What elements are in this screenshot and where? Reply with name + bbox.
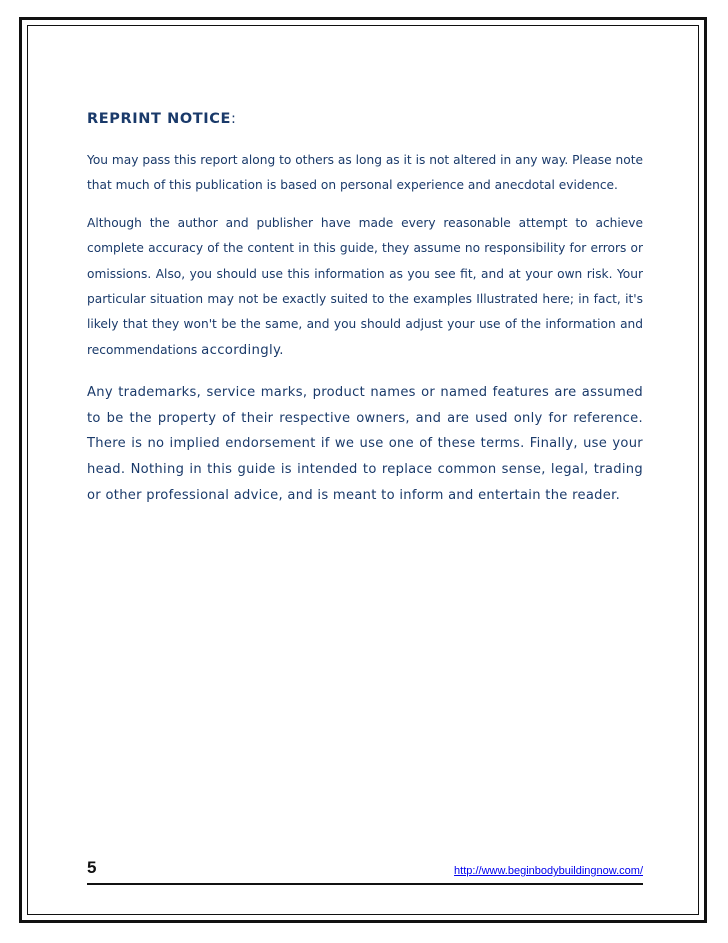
disclaimer-text: Although the author and publisher have made every reasonable attempt to achieve complete accuracy of the content in this guide, they assume no responsibility for errors or omissions. Also, you should use this information as you see fit, and at your own risk. Your particular situation may not be exactly suited to the examples Illustrated here; in fact, it's likely that they won't be the same, and you should adjust your use of the information and recommendations	[87, 215, 643, 357]
website-link[interactable]: http://www.beginbodybuildingnow.com/	[454, 865, 643, 877]
page-footer	[87, 858, 643, 884]
heading-colon: :	[231, 111, 236, 127]
paragraph-redistribution: You may pass this report along to others as long as it is not altered in any way. Please note that much of this publication is based on personal experience and anecdotal evidence.	[87, 153, 643, 193]
footer-rule	[87, 883, 643, 885]
paragraph-disclaimer	[87, 211, 643, 363]
reprint-notice-heading	[87, 111, 643, 127]
paragraph-trademarks: Any trademarks, service marks, product names or named features are assumed to be the property of their respective owners, and are used only for reference. There is no implied endorsement if we use one of these terms. Finally, use your head. Nothing in this guide is intended to replace common sense, legal, trading or other professional advice, and is meant to inform and entertain the reader.	[87, 385, 643, 503]
page-content	[87, 111, 643, 508]
heading-text: REPRINT NOTICE	[87, 111, 232, 127]
disclaimer-end-word: accordingly.	[201, 342, 284, 358]
page-number: 5	[87, 858, 97, 877]
